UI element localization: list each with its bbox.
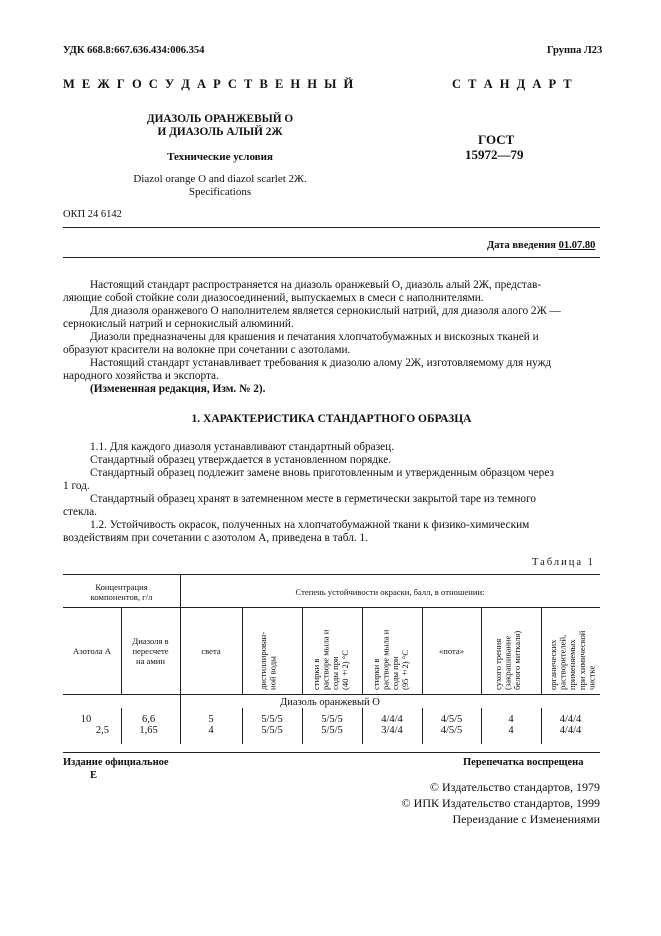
reissue-note: Переиздание с Изменениями (452, 812, 600, 826)
intro-line-2: ляющие собой стойкие соли диазосоединений, выпускаемых в смеси с наполнителями. (63, 292, 484, 304)
col-distilled-water-line-1: дистиллирован- (258, 631, 268, 690)
col-distilled-water-header (259, 614, 278, 690)
col-sweat-header: «пота» (438, 646, 465, 656)
section1-line-4: 1 год. (63, 480, 90, 492)
table-vline-7 (481, 607, 482, 694)
col-solvents-line-3: применяемых (567, 639, 578, 690)
col-wash40-line-1: стирки в (311, 658, 321, 690)
concentration-header-2: компонентов, г/л (90, 592, 153, 602)
intro-line-8: народного хозяйства и экспорта. (63, 370, 219, 382)
effective-date (487, 240, 595, 251)
section1-line-7: 1.2. Устойчивость окрасок, полученных на хлопчатобумажной ткани к физико-химическим (90, 519, 530, 531)
col-solvents-line-4: при химической (576, 630, 587, 690)
table-header-bottom-border (63, 694, 600, 695)
intro-line-6: образуют красители на волокне при сочетании с азотолами. (63, 344, 351, 356)
group-code: Группа Л23 (547, 45, 603, 56)
cell-diazol: 6,6 (141, 714, 156, 725)
udk-code: УДК 668.8:667.636.434:006.354 (63, 45, 205, 56)
cell-dry-rub: 4 (508, 714, 514, 725)
section1-line-2: Стандартный образец утверждается в установленном порядке. (90, 454, 392, 466)
cell-wash95: 4/4/4 (381, 714, 403, 725)
col-diazol-header-3: на амин (135, 656, 165, 666)
col-wash40-line-3: соды при (330, 656, 341, 690)
cell-azotol: 2,5 (95, 725, 109, 736)
cell-wash40: 5/5/5 (321, 714, 343, 725)
col-dry-rub-line-3: белого миткаля) (512, 630, 523, 690)
col-diazol-header-2: пересчете (132, 646, 169, 656)
col-diazol-header-1: Диазоля в (132, 636, 169, 646)
col-wash40-line-2: растворе мыла и (320, 629, 331, 690)
section1-line-6: стекла. (63, 506, 97, 518)
title-line1: ДИАЗОЛЬ ОРАНЖЕВЫЙ О (146, 113, 294, 125)
cell-sweat: 4/5/5 (440, 725, 463, 736)
col-wash40-line-4: (40±2) °С (339, 650, 350, 690)
intro-line-3: Для диазоля оранжевого О наполнителем является сернокислый натрий, для диазоля алого 2Ж — (90, 305, 561, 317)
cell-distilled-water: 5/5/5 (261, 714, 283, 725)
col-dry-rub-header (494, 614, 523, 690)
effective-date-label: Дата введения (487, 240, 556, 251)
col-solvents-line-2: растворителей, (557, 634, 568, 690)
table-top-border (63, 574, 600, 575)
section1-line-5: Стандартный образец хранят в затемненном месте в герметически закрытой таре из темного (90, 493, 537, 505)
footer-divider (63, 752, 600, 753)
official-edition: Издание официальное (63, 757, 169, 768)
table-vline-4 (302, 607, 303, 694)
copyright-1979: © Издательство стандартов, 1979 (429, 780, 600, 794)
gost-label: ГОСТ (478, 132, 515, 147)
col-wash95-line-4: (95±2) °С (399, 650, 410, 690)
fastness-header: Степень устойчивости окраски, балл, в отношении: (295, 587, 485, 597)
cell-sweat: 4/5/5 (440, 714, 463, 725)
okp-divider (63, 227, 600, 228)
table-subheader-border (63, 607, 600, 608)
cell-solvents: 4/4/4 (559, 725, 582, 736)
title-line2: И ДИАЗОЛЬ АЛЫЙ 2Ж (157, 126, 283, 138)
reprint-prohibited: Перепечатка воспрещена (463, 757, 584, 768)
effective-date-value: 01.07.80 (558, 240, 596, 251)
effective-divider (63, 257, 600, 258)
col-dry-rub-line-2: (закрашивание (502, 635, 513, 690)
col-distilled-water-line-2: ной воды (267, 656, 278, 690)
table-caption: Таблица 1 (532, 557, 595, 568)
title-english1: Diazol orange О and diazol scarlet 2Ж. (133, 173, 307, 185)
standard-banner-left: М Е Ж Г О С У Д А Р С Т В Е Н Н Ы Й (63, 77, 356, 91)
concentration-header-1: Концентрация (95, 582, 148, 592)
col-wash95-line-2: растворе мыла и (380, 629, 391, 690)
col-solvents-line-5: чистке (586, 665, 597, 690)
col-solvents-line-1: органических (548, 639, 558, 690)
table-vline-8 (541, 607, 542, 694)
cell-diazol: 1,65 (139, 725, 158, 736)
table-vline-3 (242, 607, 243, 694)
edition-letter: Е (90, 770, 98, 781)
copyright-1999: © ИПК Издательство стандартов, 1999 (401, 796, 600, 810)
intro-line-1: Настоящий стандарт распространяется на диазоль оранжевый О, диазоль алый 2Ж, представ- (90, 279, 542, 291)
col-wash95-line-3: соды при (390, 656, 401, 690)
col-dry-rub-line-1: сухого трения (493, 638, 503, 690)
amendment-note: (Измененная редакция, Изм. № 2). (90, 383, 266, 395)
cell-light: 4 (208, 725, 214, 736)
intro-line-4: сернокислый натрий и сернокислый алюминий. (63, 318, 294, 330)
col-wash40-header (312, 614, 350, 690)
section1-line-8: воздействиям при сочетании с азотолом А, приведена в табл. 1. (63, 532, 369, 544)
okp-code: ОКП 24 6142 (63, 209, 122, 220)
title-subtitle: Технические условия (167, 151, 273, 163)
section1-line-3: Стандартный образец подлежит замене вновь приготовленным и утвержденным образцом через (90, 467, 554, 479)
col-wash95-header (372, 614, 410, 690)
gost-number: 15972—79 (465, 147, 524, 162)
section1-title: 1. ХАРАКТЕРИСТИКА СТАНДАРТНОГО ОБРАЗЦА (191, 413, 472, 425)
col-azotol-header: Азотола А (72, 646, 112, 656)
table-group-label: Диазоль оранжевый О (280, 697, 380, 708)
cell-solvents: 4/4/4 (559, 714, 582, 725)
col-wash95-line-1: стирки в (371, 658, 381, 690)
table-vline-5 (362, 607, 363, 694)
col-light-header: света (201, 646, 221, 656)
col-solvents-header (549, 614, 597, 690)
cell-light: 5 (208, 714, 214, 725)
cell-azotol: 10 (80, 714, 92, 725)
standard-banner-right: С Т А Н Д А Р Т (452, 77, 574, 91)
cell-dry-rub: 4 (508, 725, 514, 736)
title-english2: Specifications (188, 186, 252, 198)
cell-distilled-water: 5/5/5 (261, 725, 283, 736)
cell-wash40: 5/5/5 (321, 725, 343, 736)
cell-wash95: 3/4/4 (381, 725, 403, 736)
section1-line-1: 1.1. Для каждого диазоля устанавливают стандартный образец. (90, 441, 395, 453)
intro-line-5: Диазоли предназначены для крашения и печатания хлопчатобумажных и вискозных тканей и (90, 331, 539, 343)
intro-line-7: Настоящий стандарт устанавливает требования к диазолю алому 2Ж, изготовляемому для нужд (90, 357, 552, 369)
